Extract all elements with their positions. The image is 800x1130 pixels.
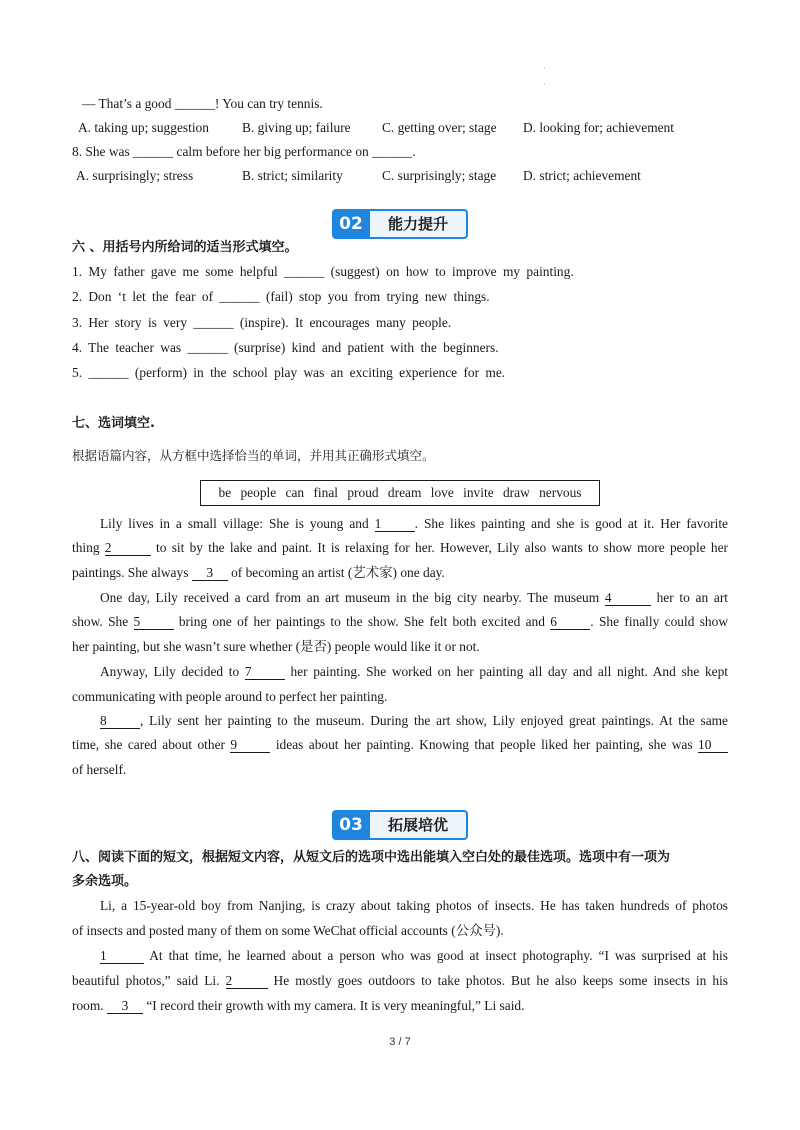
- answer-blank-1[interactable]: 1: [375, 516, 415, 532]
- word-box: be people can final proud dream love invite draw nervous: [200, 480, 600, 506]
- q7-option-b: B. giving up; failure: [242, 120, 351, 135]
- answer-blank-5[interactable]: 5: [134, 614, 174, 630]
- q8-option-d: D. strict; achievement: [523, 168, 641, 183]
- answer-blank-4[interactable]: 4: [605, 590, 651, 606]
- passage-line: her painting, but she wasn’t sure whether (是否) people would like it or not.: [72, 639, 480, 654]
- section-banner-03: [332, 810, 468, 840]
- section6-item-5: 5. ______ (perform) in the school play was an exciting experience for me.: [72, 365, 506, 380]
- banner-number: 03: [332, 810, 370, 840]
- passage-line: 8 , Lily sent her painting to the museum. During the art show, Lily enjoyed great paintings. At the same: [100, 713, 728, 728]
- section6-heading: 六 、用括号内所给词的适当形式填空。: [72, 240, 298, 255]
- passage-line: of herself.: [72, 762, 127, 777]
- passage-line: paintings. She always 3 of becoming an artist (艺术家) one day.: [72, 565, 445, 580]
- page-number: 3 / 7: [389, 1036, 411, 1048]
- banner-label: 拓展培优: [370, 810, 468, 840]
- reading-blank-2[interactable]: 2: [226, 973, 268, 989]
- answer-blank-3[interactable]: 3: [192, 565, 228, 581]
- q7-option-d: D. looking for; achievement: [523, 120, 674, 135]
- q8-option-c: C. surprisingly; stage: [382, 168, 497, 183]
- reading-blank-1[interactable]: 1: [100, 948, 144, 964]
- reading-blank-3[interactable]: 3: [107, 998, 143, 1014]
- passage-line: room. 3 “I record their growth with my camera. It is very meaningful,” Li said.: [72, 998, 525, 1013]
- dialog-line: — That’s a good ______! You can try tennis.: [82, 96, 323, 111]
- passage-line: time, she cared about other 9 ideas about her painting. Knowing that people liked her painting, she was 10: [72, 735, 728, 755]
- stray-mark: ·: [543, 80, 546, 89]
- answer-blank-10[interactable]: 10: [698, 737, 728, 753]
- banner-number: 02: [332, 209, 370, 239]
- section7-heading: 七、选词填空.: [72, 416, 155, 431]
- q8-option-a: A. surprisingly; stress: [76, 168, 194, 183]
- passage-line: Lily lives in a small village: She is young and 1 . She likes painting and she is good at it. Her favorite: [100, 516, 728, 531]
- passage-line: thing 2 to sit by the lake and paint. It is relaxing for her. However, Lily also wants to show more people her: [72, 540, 728, 555]
- answer-blank-8[interactable]: 8: [100, 713, 140, 729]
- banner-label: 能力提升: [370, 209, 468, 239]
- q8-stem: 8. She was ______ calm before her big performance on ______.: [72, 144, 416, 159]
- answer-blank-6[interactable]: 6: [550, 614, 590, 630]
- passage-line: show. She 5 bring one of her paintings to the show. She felt both excited and 6 . She finally could show: [72, 614, 728, 629]
- section8-heading-line1: 八、阅读下面的短文，根据短文内容，从短文后的选项中选出能填入空白处的最佳选项。选项中有一项为: [72, 850, 671, 865]
- stray-mark: ·: [543, 64, 546, 73]
- section6-item-2: 2. Don ‘t let the fear of ______ (fail) stop you from trying new things.: [72, 289, 490, 304]
- section6-item-4: 4. The teacher was ______ (surprise) kind and patient with the beginners.: [72, 340, 499, 355]
- section-banner-02: [332, 209, 468, 239]
- passage-line: Li, a 15-year-old boy from Nanjing, is crazy about taking photos of insects. He has taken hundreds of photos: [100, 898, 728, 913]
- q7-option-c: C. getting over; stage: [382, 120, 497, 135]
- passage-line: One day, Lily received a card from an art museum in the big city nearby. The museum 4 her to an art: [100, 590, 728, 605]
- section7-instruction: 根据语篇内容，从方框中选择恰当的单词，并用其正确形式填空。: [72, 448, 435, 463]
- answer-blank-2[interactable]: 2: [105, 540, 151, 556]
- passage-line: 1 At that time, he learned about a person who was good at insect photography. “I was surprised at his: [100, 948, 728, 963]
- passage-line: of insects and posted many of them on some WeChat official accounts (公众号).: [72, 923, 504, 938]
- passage-line: beautiful photos,” said Li. 2 He mostly goes outdoors to take photos. But he also keeps some insects in his: [72, 973, 728, 988]
- passage-line: Anyway, Lily decided to 7 her painting. She worked on her painting all day and all night. And she kept: [100, 664, 728, 679]
- answer-blank-9[interactable]: 9: [230, 737, 270, 753]
- q7-option-a: A. taking up; suggestion: [78, 120, 209, 135]
- answer-blank-7[interactable]: 7: [245, 664, 285, 680]
- q8-option-b: B. strict; similarity: [242, 168, 343, 183]
- passage-line: communicating with people around to perfect her painting.: [72, 689, 388, 704]
- section6-item-3: 3. Her story is very ______ (inspire). It encourages many people.: [72, 315, 452, 330]
- section8-heading-line2: 多余选项。: [72, 874, 138, 889]
- section6-item-1: 1. My father gave me some helpful ______ (suggest) on how to improve my painting.: [72, 264, 574, 279]
